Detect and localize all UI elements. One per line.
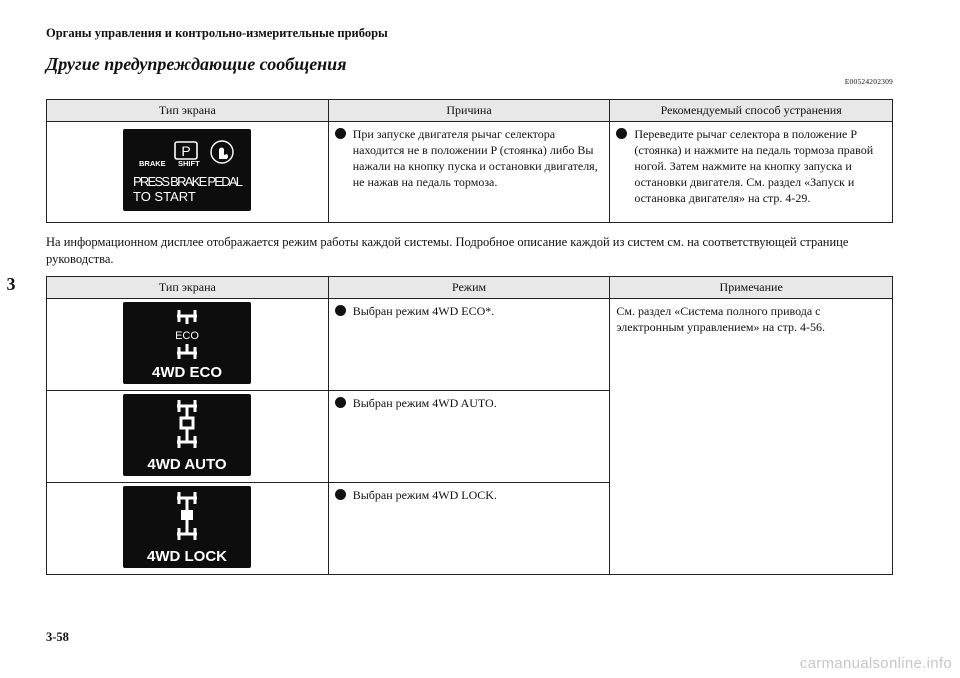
- note-text: См. раздел «Система полного привода с электронным управлением» на стр. 4-56.: [616, 304, 825, 334]
- eco-label: ECO: [175, 329, 200, 342]
- brake-shift-screen: [123, 129, 251, 211]
- screen-mode-text: 4WD AUTO: [147, 455, 227, 473]
- screen-cell: [47, 483, 329, 575]
- mode-cell: [328, 299, 610, 391]
- chapter-tab: 3: [6, 274, 16, 294]
- 4wd-lock-icon: [123, 486, 251, 568]
- running-header: Органы управления и контрольно-измерительные приборы: [46, 26, 388, 40]
- section-title: Другие предупреждающие сообщения: [46, 54, 347, 74]
- column-header-reason: Причина: [328, 100, 610, 122]
- mode-text: Выбран режим 4WD AUTO.: [352, 396, 497, 410]
- bullet-icon: [335, 128, 346, 139]
- watermark: carmanualsonline.info: [799, 655, 952, 672]
- 4wd-lock-screen: [123, 486, 251, 568]
- shift-label: SHIFT: [178, 159, 201, 168]
- note-cell: [610, 299, 893, 575]
- screen-cell: [47, 299, 329, 391]
- bullet-icon: [335, 489, 346, 500]
- warning-table: [46, 99, 893, 223]
- page-number: 3-58: [46, 630, 69, 644]
- mode-text: Выбран режим 4WD LOCK.: [352, 488, 497, 502]
- bullet-icon: [335, 305, 346, 316]
- remedy-text: Переведите рычаг селектора в положение P (стоянка) и нажмите на педаль тормоза правой ногой. Затем нажмите на кнопку запуска и остановки двигателя. См. раздел «Запуск и остановка двигателя» на стр. 4-29.: [634, 127, 874, 205]
- 4wd-eco-screen: [123, 302, 251, 384]
- screen-mode-text: 4WD LOCK: [147, 547, 228, 565]
- screen-mode-text: 4WD ECO: [152, 363, 223, 381]
- section-code: E00524202309: [844, 77, 893, 86]
- screen-cell: [47, 391, 329, 483]
- column-header-remedy: Рекомендуемый способ устранения: [610, 100, 893, 122]
- brake-label: BRAKE: [139, 159, 167, 168]
- mode-cell: [328, 483, 610, 575]
- mode-text: Выбран режим 4WD ECO*.: [352, 304, 495, 318]
- 4wd-eco-icon: [123, 302, 251, 384]
- bullet-icon: [335, 397, 346, 408]
- bullet-icon: [616, 128, 627, 139]
- reason-text: При запуске двигателя рычаг селектора находится не в положении P (стоянка) либо Вы нажали на кнопку пуска и остановки двигателя, не нажав на педаль тормоза.: [352, 127, 598, 189]
- press-brake-pedal-screen-icon: [123, 129, 251, 211]
- screen-cell: [47, 122, 329, 223]
- column-header-screen: Тип экрана: [47, 100, 329, 122]
- column-header-screen: Тип экрана: [47, 277, 329, 299]
- 4wd-auto-icon: [123, 394, 251, 476]
- screen-line2: TO START: [133, 189, 197, 204]
- screen-line1: PRESS BRAKE PEDAL: [133, 174, 244, 189]
- 4wd-auto-screen: [123, 394, 251, 476]
- mode-table: [46, 276, 893, 575]
- column-header-mode: Режим: [328, 277, 610, 299]
- column-header-note: Примечание: [610, 277, 893, 299]
- remedy-cell: [610, 122, 893, 223]
- reason-cell: [328, 122, 610, 223]
- mode-cell: [328, 391, 610, 483]
- description-paragraph: На информационном дисплее отображается режим работы каждой системы. Подробное описание каждой из систем см. на соответствующей странице руководства.: [46, 235, 849, 266]
- p-letter: P: [181, 143, 192, 159]
